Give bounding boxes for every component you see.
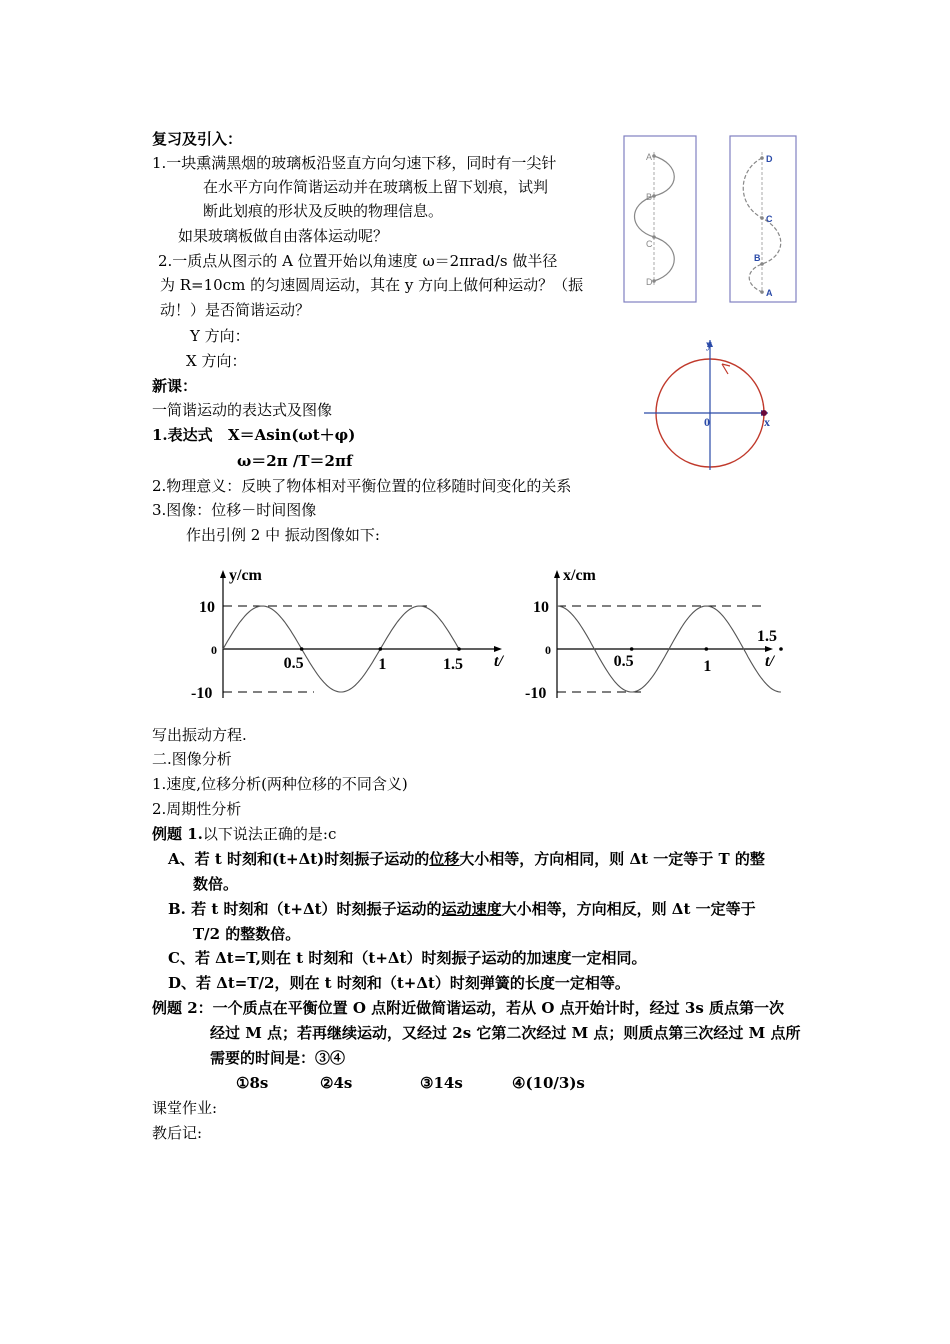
y-direction-label: Y 方向：: [190, 327, 250, 345]
example-2-option-1: ①8s: [236, 1074, 269, 1092]
example-1-question: 以下说法正确的是:c: [202, 825, 337, 843]
trace-left-label-c: C: [646, 239, 653, 249]
y-axis-label: x/cm: [563, 567, 596, 584]
option-a-text-1: A、若 t 时刻和(t+Δt)时刻振子运动的: [168, 850, 430, 868]
option-b-underlined: 运动速度: [441, 900, 502, 918]
option-a-line-1: [168, 848, 765, 870]
trace-left-label-a: A: [646, 152, 653, 162]
x-tick-dot: [379, 647, 383, 651]
expression-formula: X＝Asin(ωt＋φ): [228, 426, 356, 444]
omega-formula: ω＝2π /T＝2πf: [237, 452, 353, 470]
graph-type: 3.图像：位移－时间图像: [152, 501, 317, 519]
question-1-line-2: 在水平方向作简谐运动并在玻璃板上留下划痕，试判: [203, 178, 549, 196]
x-tick-label: 1: [703, 658, 712, 675]
example-2-line-3: 需要的时间是：③④: [210, 1049, 346, 1067]
x-tick-dot: [630, 647, 634, 651]
option-b-text-2: 大小相等，方向相反，则 Δt 一定等于: [501, 900, 756, 918]
x-tick-label: 1.5: [443, 656, 463, 673]
circle-x-label: x: [764, 415, 770, 429]
write-equation: 写出振动方程.: [152, 726, 247, 744]
x-axis-label: t/: [765, 653, 774, 670]
option-a-underlined: 位移: [429, 850, 460, 868]
y-tick-label-max: 10: [533, 599, 549, 616]
circle-figure: [640, 336, 780, 466]
graph-note: 作出引例 2 中 振动图像如下:: [186, 526, 380, 544]
analysis-point-2: 2.周期性分析: [152, 800, 242, 818]
example-2-option-2: ②4s: [320, 1074, 353, 1092]
x-direction-label: X 方向：: [186, 352, 247, 370]
option-b-line-2: T/2 的整数倍。: [193, 925, 301, 943]
x-axis-arrow-icon: [494, 646, 502, 652]
rotation-arrow-icon: [722, 364, 730, 374]
x-tick-dot: [705, 647, 709, 651]
x-tick-dot: [457, 647, 461, 651]
example-2-option-3: ③14s: [420, 1074, 463, 1092]
circle-origin-label: 0: [704, 415, 710, 429]
y-tick-label-zero: 0: [211, 643, 217, 657]
trace-left-label-d: D: [646, 277, 653, 287]
question-2-line-2: 为 R=10cm 的匀速圆周运动，其在 y 方向上做何种运动？（振: [160, 276, 584, 294]
homework-label: 课堂作业:: [152, 1099, 218, 1117]
option-b-text-1: B. 若 t 时刻和（t+Δt）时刻振子运动的: [168, 900, 442, 918]
x-axis-arrow-icon: [765, 646, 773, 652]
option-a-line-2: 数倍。: [193, 875, 239, 893]
example-2-line-1: 例题 2：一个质点在平衡位置 O 点附近做简谐运动，若从 O 点开始计时，经过 3s 质点第一次: [152, 999, 785, 1017]
y-axis-arrow-icon: [554, 570, 560, 578]
x-tick-label: 0.5: [283, 655, 304, 672]
notes-label: 教后记:: [152, 1124, 203, 1142]
option-b-line-1: [168, 898, 756, 920]
trace-right-label-d: D: [766, 154, 773, 164]
x-axis-label: t/: [494, 653, 503, 670]
trace-figure: [620, 134, 800, 306]
x-tick-label: 1: [378, 656, 387, 673]
trace-right-label-a: A: [766, 288, 773, 298]
chart-x-vs-t: [525, 562, 795, 707]
circle-y-label: y: [706, 337, 712, 351]
y-tick-label-max: 10: [199, 599, 215, 616]
question-1-line-4: 如果玻璃板做自由落体运动呢？: [178, 227, 389, 245]
expression-label: 1.表达式: [152, 426, 213, 444]
y-tick-label-min: -10: [191, 685, 213, 702]
section-1-title: 一简谐运动的表达式及图像: [152, 401, 333, 419]
trace-right-label-b: B: [754, 253, 761, 263]
example-2-line-2: 经过 M 点；若再继续运动，又经过 2s 它第二次经过 M 点；则质点第三次经过 M 点所: [210, 1024, 801, 1042]
y-tick-label-zero: 0: [545, 643, 551, 657]
x-tick-label: 1.5: [757, 628, 777, 645]
lesson-heading: 新课：: [152, 377, 198, 395]
question-2-line-3: 动！）是否简谐运动？: [160, 301, 311, 319]
example-1-stem: [152, 823, 336, 845]
section-2-title: 二.图像分析: [152, 750, 232, 768]
trace-left-label-b: B: [646, 192, 653, 202]
example-2-option-4: ④(10/3)s: [512, 1074, 585, 1092]
trace-right-label-c: C: [766, 214, 773, 224]
x-tick-label: 0.5: [613, 653, 634, 670]
question-1-line-3: 断此划痕的形状及反映的物理信息。: [203, 202, 444, 220]
y-axis-label: y/cm: [229, 567, 262, 584]
option-c: C、若 Δt=T,则在 t 时刻和（t+Δt）时刻振子运动的加速度一定相同。: [168, 949, 647, 967]
question-2-line-1: 2.一质点从图示的 A 位置开始以角速度 ω＝2πrad/s 做半径: [158, 252, 558, 270]
y-axis-arrow-icon: [220, 570, 226, 578]
option-a-text-2: 大小相等，方向相同，则 Δt 一定等于 T 的整: [459, 850, 765, 868]
x-tick-dot: [300, 647, 304, 651]
y-tick-label-min: -10: [525, 685, 547, 702]
question-1-line-1: 1.一块熏满黑烟的玻璃板沿竖直方向匀速下移，同时有一尖针: [152, 154, 557, 172]
chart-y-vs-t: [190, 562, 520, 707]
example-1-title: 例题 1.: [152, 825, 203, 843]
analysis-point-1: 1.速度,位移分析(两种位移的不同含义): [152, 775, 408, 793]
option-d: D、若 Δt=T/2，则在 t 时刻和（t+Δt）时刻弹簧的长度一定相等。: [168, 974, 630, 992]
physical-meaning: 2.物理意义：反映了物体相对平衡位置的位移随时间变化的关系: [152, 477, 572, 495]
x-tick-dot: [779, 647, 783, 651]
review-heading: 复习及引入：: [152, 130, 243, 148]
